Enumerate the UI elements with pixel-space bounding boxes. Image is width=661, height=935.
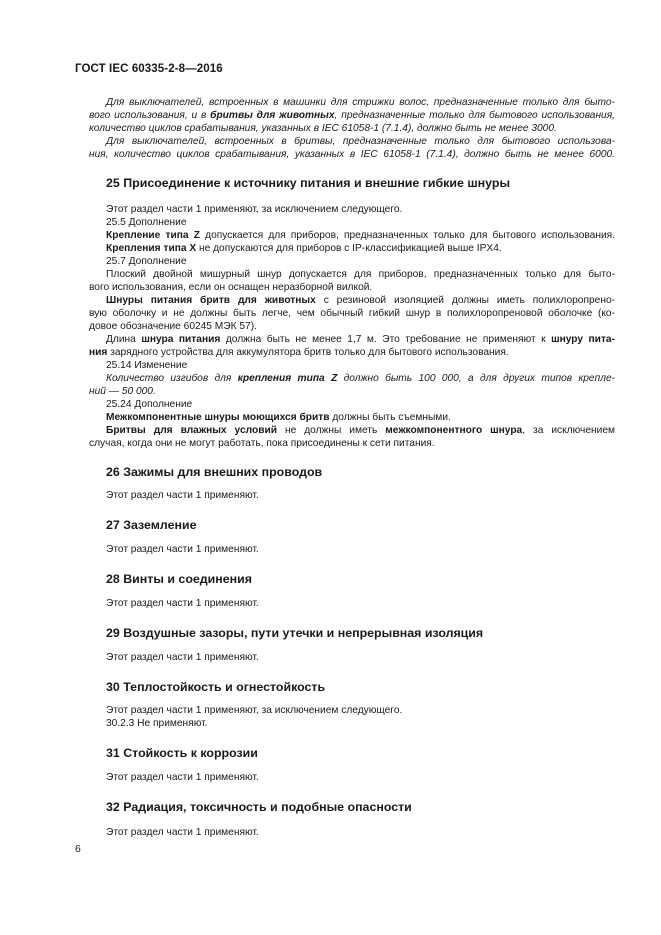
s26-text: Этот раздел части 1 применяют. — [106, 490, 259, 501]
intro-p2-line-2: ния, количество циклов срабатывания, указанных в IEC 61058-1 (7.1.4), должно быть не менее 6000. — [89, 149, 615, 160]
s25-line-4: Крепления типа X не допускаются для приборов с IP-классификацией выше IPX4. — [106, 243, 502, 254]
s25-line-3: Крепление типа Z допускается для приборов, предназначенных только для бытового использования. — [106, 230, 615, 241]
s25-line-1: Этот раздел части 1 применяют, за исключением следующего. — [106, 204, 403, 215]
intro-p1-line-2: вого использования, и в бритвы для животных, предназначенные только для бытового использования, — [89, 110, 615, 121]
s25-line-14: Количество изгибов для крепления типа Z должно быть 100 000, а для других типов крепле- — [106, 373, 615, 384]
s25-clause-25-14: 25.14 Изменение — [106, 360, 188, 371]
s25-line-7: вого использования, если он оснащен неразборной вилкой. — [89, 282, 373, 293]
term-animal-shavers: бритвы для животных — [210, 110, 335, 121]
s25-line-8: Шнуры питания бритв для животных с резиновой изоляцией должны иметь полихлоропрено- — [106, 295, 616, 306]
s25-line-18: Бритвы для влажных условий не должны иметь межкомпонентного шнура, за исключением — [106, 425, 615, 436]
s25-line-9: вую оболочку и не должны быть легче, чем обычный гибкий шнур в полихлоропреновой оболочке (ко- — [89, 308, 615, 319]
s25-line-19: случая, когда они не могут работать, пока присоединены к сети питания. — [89, 438, 435, 449]
section-29-heading: 29 Воздушные зазоры, пути утечки и непрерывная изоляция — [106, 626, 484, 640]
s25-line-11: Длина шнура питания должна быть не менее 1,7 м. Это требование не применяют к шнуру пита- — [106, 334, 615, 345]
s28-text: Этот раздел части 1 применяют. — [106, 598, 259, 609]
intro-p1-line-1: Для выключателей, встроенных в машинки для стрижки волос, предназначенные только для быто- — [106, 97, 615, 108]
section-30-heading: 30 Теплостойкость и огнестойкость — [106, 680, 326, 694]
document-header: ГОСТ IEC 60335-2-8—2016 — [75, 63, 223, 75]
section-25-heading: 25 Присоединение к источнику питания и внешние гибкие шнуры — [106, 176, 511, 190]
s25-clause-25-5: 25.5 Дополнение — [106, 217, 187, 228]
s25-line-12: ния зарядного устройства для аккумулятора бритв только для бытового использования. — [89, 347, 509, 358]
intro-p1-line-3: количество циклов срабатывания, указанных в IEC 61058-1 (7.1.4), должно быть не менее 3000. — [89, 123, 557, 134]
s25-line-15: ний — 50 000. — [89, 386, 156, 397]
section-27-heading: 27 Заземление — [106, 518, 197, 532]
s30-clause-30-2-3: 30.2.3 Не применяют. — [106, 718, 208, 729]
s32-text: Этот раздел части 1 применяют. — [106, 827, 259, 838]
s25-line-6: Плоский двойной мишурный шнур допускается для приборов, предназначенных только для быто- — [106, 269, 615, 280]
s25-line-17: Межкомпонентные шнуры моющихся бритв должны быть съемными. — [106, 412, 451, 423]
section-31-heading: 31 Стойкость к коррозии — [106, 746, 258, 760]
s29-text: Этот раздел части 1 применяют. — [106, 652, 259, 663]
section-28-heading: 28 Винты и соединения — [106, 572, 252, 586]
s25-clause-25-7: 25.7 Дополнение — [106, 256, 187, 267]
page-number: 6 — [75, 843, 81, 855]
section-32-heading: 32 Радиация, токсичность и подобные опасности — [106, 800, 412, 814]
s27-text: Этот раздел части 1 применяют. — [106, 544, 259, 555]
s31-text: Этот раздел части 1 применяют. — [106, 772, 259, 783]
s30-text: Этот раздел части 1 применяют, за исключением следующего. — [106, 705, 403, 716]
intro-p2-line-1: Для выключателей, встроенных в бритвы, предназначенные только для бытового использова- — [106, 136, 615, 147]
s25-line-10: довое обозначение 60245 МЭК 57). — [89, 321, 257, 332]
s25-clause-25-24: 25.24 Дополнение — [106, 399, 193, 410]
section-26-heading: 26 Зажимы для внешних проводов — [106, 465, 323, 479]
